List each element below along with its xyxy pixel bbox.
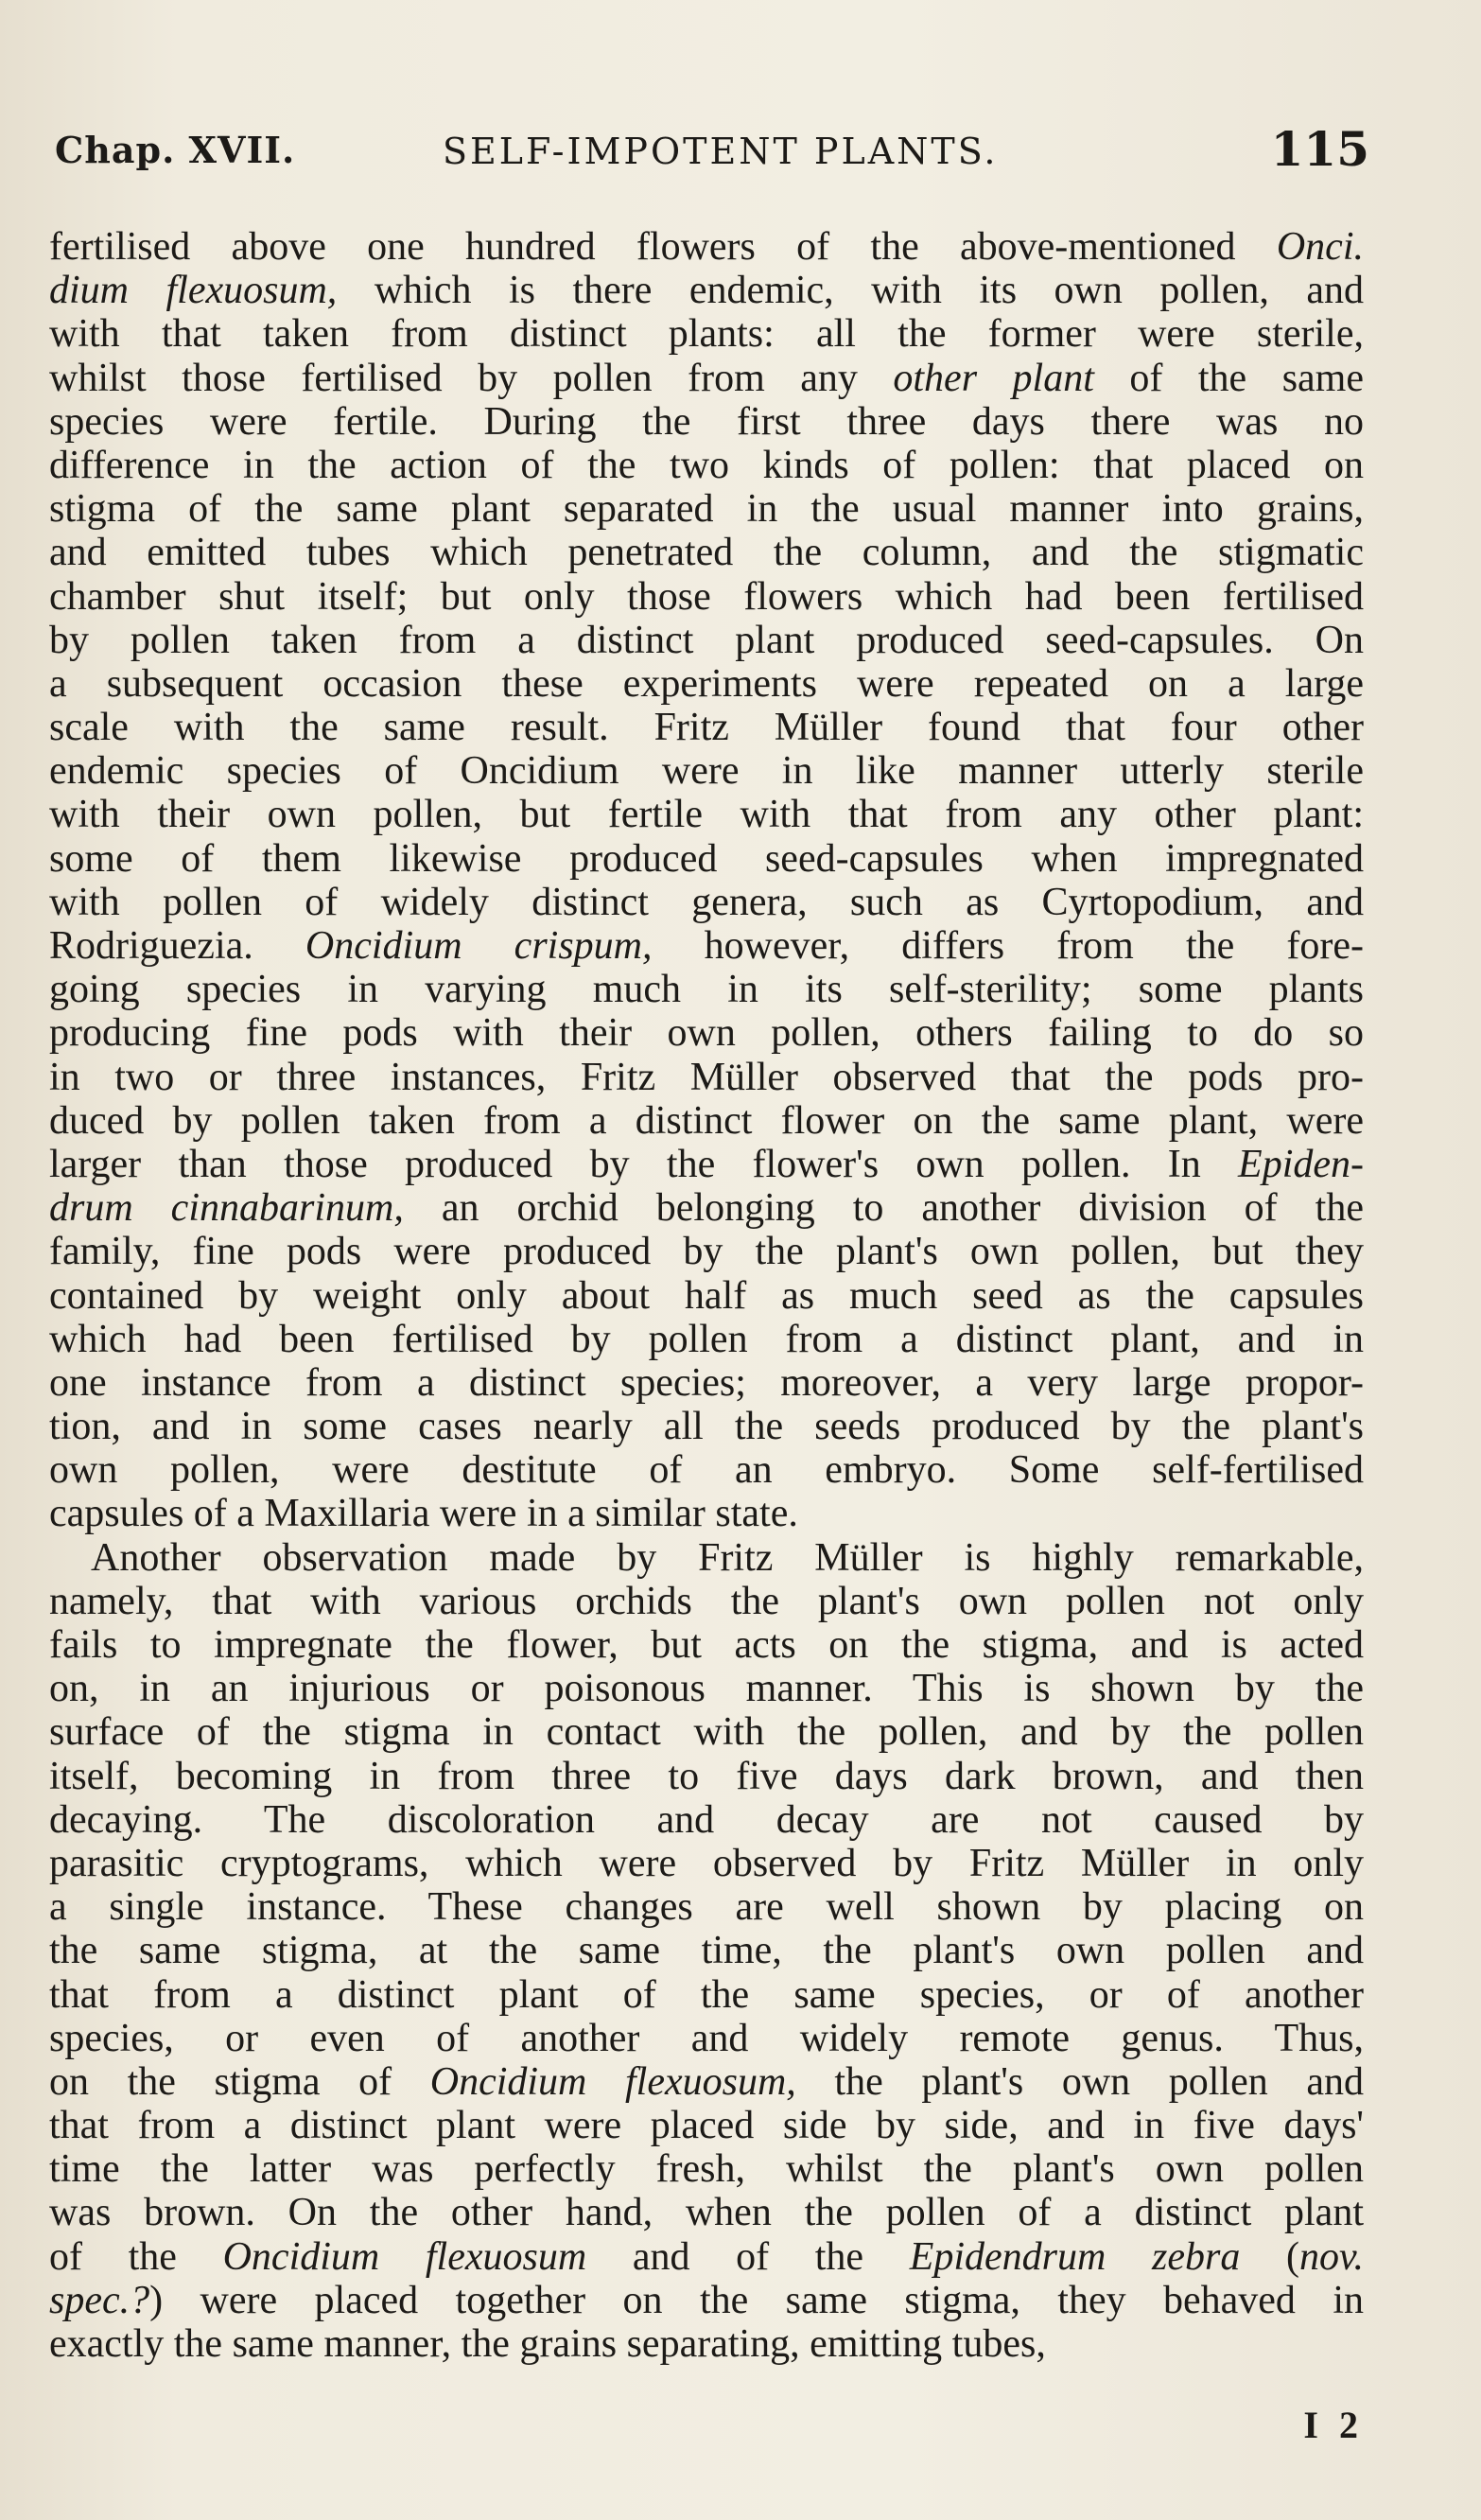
text-line <box>49 1056 1364 1099</box>
text-line <box>49 1448 1364 1492</box>
text-run: decaying. The discoloration and decay are not caused by <box>49 1797 1364 1842</box>
text-run: with that taken from distinct plants: all the former were sterile, <box>49 312 1364 357</box>
signature-mark: I 2 <box>1303 2404 1364 2446</box>
text-line <box>49 1536 1364 1580</box>
text-run: fails to impregnate the flower, but acts on the stigma, and is acted <box>49 1623 1364 1667</box>
italic-run: drum cinnabarinum, <box>49 1186 404 1231</box>
italic-run: Oncidium flexuosum, <box>429 2059 796 2104</box>
text-line <box>49 1973 1364 2017</box>
text-line <box>49 619 1364 662</box>
text-line <box>49 1842 1364 1885</box>
text-run: an orchid belonging to another division of the <box>403 1186 1364 1231</box>
text-line <box>49 487 1364 531</box>
text-run: capsules of a Maxillaria were in a similar state. <box>49 1492 798 1536</box>
text-line <box>49 575 1364 619</box>
text-line <box>49 881 1364 924</box>
text-line <box>49 2279 1364 2322</box>
text-line <box>49 2147 1364 2191</box>
text-run: namely, that with various orchids the plant's own pollen not only <box>49 1579 1364 1623</box>
text-run: species were fertile. During the first three days there was no <box>49 399 1364 444</box>
text-line <box>49 1885 1364 1929</box>
text-run: which is there endemic, with its own pollen, and <box>337 269 1364 313</box>
text-run: species, or even of another and widely remote genus. Thus, <box>49 2016 1364 2060</box>
text-run: duced by pollen taken from a distinct flower on the same plant, were <box>49 1098 1364 1143</box>
text-run: family, fine pods were produced by the plant's own pollen, but they <box>49 1230 1364 1274</box>
text-line <box>49 749 1364 793</box>
text-run: whilst those fertilised by pollen from any <box>49 356 894 400</box>
text-line <box>49 444 1364 487</box>
text-run: stigma of the same plant separated in the usual manner into grains, <box>49 487 1364 532</box>
italic-run: Onci. <box>1276 225 1364 269</box>
text-line <box>49 968 1364 1011</box>
text-run: of the same <box>1093 356 1364 400</box>
text-run: some of them likewise produced seed-capsules when impregnated <box>49 836 1364 881</box>
text-line <box>49 531 1364 574</box>
text-run: parasitic cryptograms, which were observed by Fritz Müller in only <box>49 1841 1364 1885</box>
text-line <box>49 1230 1364 1273</box>
page-number: 115 <box>1270 121 1369 177</box>
text-line <box>49 357 1364 400</box>
text-run: that from a distinct plant of the same species, or of another <box>49 1972 1364 2017</box>
text-line <box>49 269 1364 312</box>
text-line <box>49 2017 1364 2060</box>
text-run: on, in an injurious or poisonous manner. This is shown by the <box>49 1667 1364 1711</box>
italic-run: Oncidium crispum, <box>305 924 653 968</box>
italic-run: other plant <box>893 356 1094 400</box>
text-line <box>49 1710 1364 1754</box>
italic-run: spec.? <box>49 2278 150 2322</box>
text-run: fertilised above one hundred flowers of the above-mentioned <box>49 225 1277 269</box>
text-run: by pollen taken from a distinct plant produced seed-capsules. On <box>49 618 1364 662</box>
text-run: with pollen of widely distinct genera, such as Cyrtopodium, and <box>49 880 1364 924</box>
text-run: a subsequent occasion these experiments were repeated on a large <box>49 661 1364 706</box>
text-run: tion, and in some cases nearly all the seeds produced by the plant's <box>49 1405 1364 1449</box>
text-line <box>49 1580 1364 1623</box>
text-run: larger than those produced by the flower's own pollen. In <box>49 1142 1239 1186</box>
text-run: ( <box>1240 2234 1299 2279</box>
running-head <box>55 121 1369 189</box>
text-line <box>49 2322 1364 2366</box>
text-run: the plant's own pollen and <box>795 2059 1364 2104</box>
text-line <box>49 312 1364 356</box>
text-run: scale with the same result. Fritz Müller found that four other <box>49 706 1364 750</box>
text-run: was brown. On the other hand, when the pollen of a distinct plant <box>49 2191 1364 2235</box>
text-line <box>49 1274 1364 1318</box>
text-line <box>49 1099 1364 1143</box>
text-line <box>49 1143 1364 1186</box>
text-run: going species in varying much in its self-sterility; some plants <box>49 968 1364 1012</box>
text-line <box>49 1361 1364 1405</box>
italic-run: Oncidium flexuosum <box>222 2234 587 2279</box>
text-run: one instance from a distinct species; moreover, a very large propor- <box>49 1360 1364 1405</box>
text-run: the same stigma, at the same time, the plant's own pollen and <box>49 1929 1364 1973</box>
running-title: SELF-IMPOTENT PLANTS. <box>443 131 999 172</box>
text-run: chamber shut itself; but only those flowers which had been fertilised <box>49 574 1364 619</box>
text-run: contained by weight only about half as much seed as the capsules <box>49 1273 1364 1318</box>
text-line <box>49 1011 1364 1055</box>
text-run: that from a distinct plant were placed side by side, and in five days' <box>49 2104 1364 2148</box>
text-run: surface of the stigma in contact with the pollen, and by the pollen <box>49 1710 1364 1755</box>
italic-run: Epiden- <box>1238 1142 1364 1186</box>
text-line <box>49 706 1364 749</box>
text-run: time the latter was perfectly fresh, whilst the plant's own pollen <box>49 2147 1364 2192</box>
text-run: own pollen, were destitute of an embryo. Some self-fertilised <box>49 1448 1364 1493</box>
text-run: however, differs from the fore- <box>652 924 1364 968</box>
text-run: difference in the action of the two kinds of pollen: that placed on <box>49 443 1364 487</box>
text-line <box>49 1186 1364 1230</box>
text-line <box>49 1318 1364 1361</box>
text-run: with their own pollen, but fertile with that from any other plant: <box>49 793 1364 837</box>
text-run: ) were placed together on the same stigma, they behaved in <box>149 2278 1364 2322</box>
body-text <box>49 225 1364 2366</box>
text-run: on the stigma of <box>49 2059 430 2104</box>
text-run: Rodriguezia. <box>49 924 305 968</box>
text-line <box>49 2191 1364 2234</box>
text-run: itself, becoming in from three to five days dark brown, and then <box>49 1754 1364 1798</box>
text-run: of the <box>49 2234 223 2279</box>
text-line <box>49 793 1364 836</box>
text-run: endemic species of Oncidium were in like manner utterly sterile <box>49 749 1364 794</box>
text-line <box>49 1929 1364 1972</box>
text-line <box>49 1492 1364 1535</box>
text-line <box>49 1798 1364 1842</box>
text-run: and emitted tubes which penetrated the column, and the stigmatic <box>49 531 1364 575</box>
italic-run: nov. <box>1298 2234 1364 2279</box>
text-line <box>49 225 1364 269</box>
text-run: a single instance. These changes are well shown by placing on <box>49 1885 1364 1930</box>
text-run: in two or three instances, Fritz Müller observed that the pods pro- <box>49 1055 1364 1099</box>
text-line <box>49 1405 1364 1448</box>
text-line <box>49 662 1364 706</box>
text-line <box>49 1667 1364 1710</box>
italic-run: Epidendrum zebra <box>909 2234 1241 2279</box>
text-line <box>49 2060 1364 2104</box>
text-run: and of the <box>586 2234 910 2279</box>
italic-run: dium flexuosum, <box>49 269 338 313</box>
text-run: exactly the same manner, the grains separating, emitting tubes, <box>49 2322 1046 2366</box>
text-line <box>49 1755 1364 1798</box>
text-run: which had been fertilised by pollen from a distinct plant, and in <box>49 1317 1364 1361</box>
chapter-label: Chap. XVII. <box>55 129 296 171</box>
text-run: Another observation made by Fritz Müller is highly remarkable, <box>91 1535 1364 1580</box>
text-line <box>49 924 1364 968</box>
text-line <box>49 837 1364 881</box>
text-line <box>49 2235 1364 2279</box>
text-line <box>49 1623 1364 1667</box>
text-line <box>49 400 1364 444</box>
text-run: producing fine pods with their own pollen, others failing to do so <box>49 1011 1364 1056</box>
text-line <box>49 2104 1364 2147</box>
